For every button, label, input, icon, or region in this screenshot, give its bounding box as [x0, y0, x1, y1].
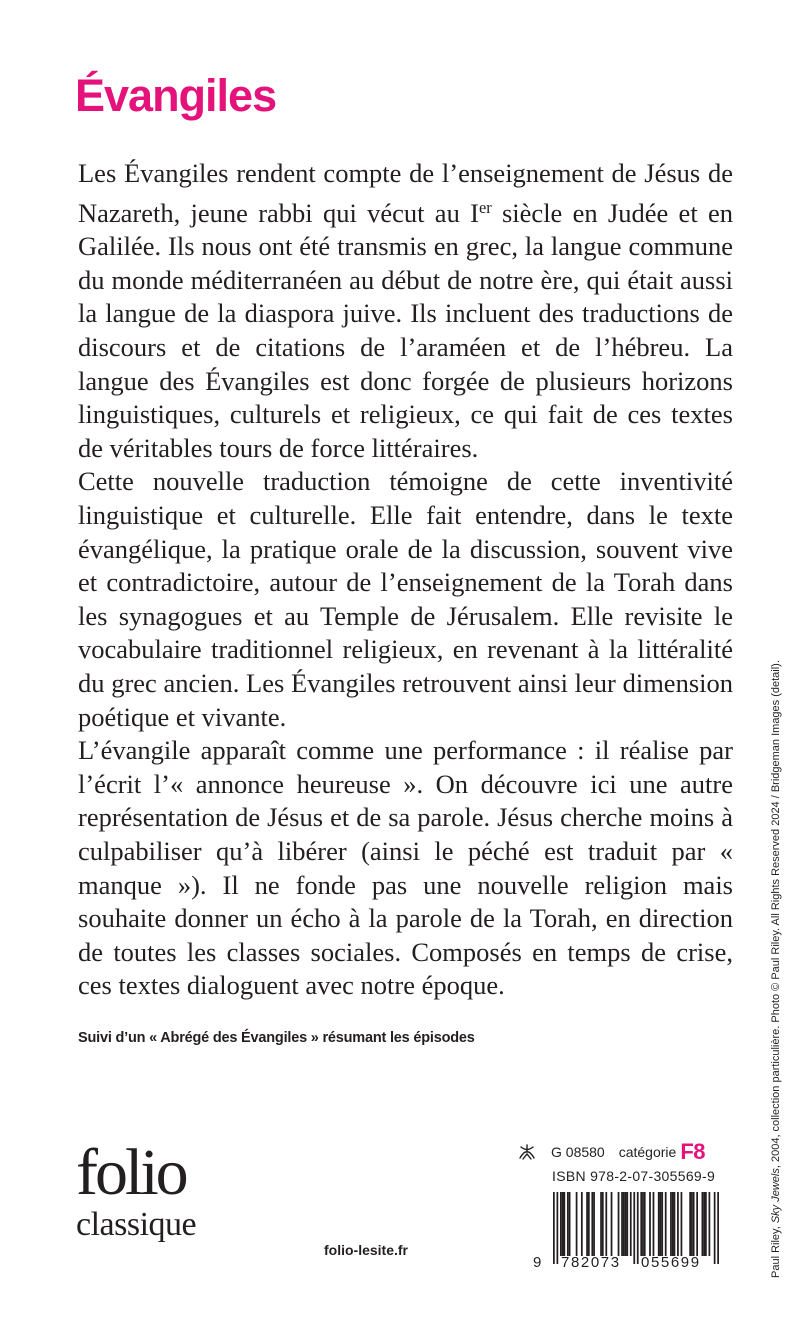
barcode-bar: [640, 1192, 642, 1256]
barcode-bar: [709, 1192, 711, 1256]
century-superscript: er: [478, 197, 492, 217]
barcode-bar: [576, 1192, 578, 1256]
barcode-bar: [653, 1192, 655, 1256]
logo-folio: folio: [76, 1136, 186, 1209]
barcode-bar: [644, 1192, 646, 1256]
barcode-bar: [553, 1192, 555, 1264]
ean-barcode: [517, 1192, 722, 1280]
barcode-bar: [689, 1192, 691, 1256]
barcode-bar: [691, 1192, 693, 1256]
barcode-bar: [591, 1192, 593, 1256]
barcode-bar: [665, 1192, 667, 1256]
photo-credit: Paul Riley, Sky Jewels, 2004, collection particulière. Photo © Paul Riley. All Rights Reserved 2024 / Bridgeman Images (detail).: [770, 660, 782, 1278]
barcode-bar: [661, 1192, 663, 1256]
barcode-bar: [630, 1192, 632, 1256]
barcode-digit-first: 9: [533, 1254, 542, 1271]
barcode-bar: [649, 1192, 651, 1256]
barcode-digits-right: 055699: [641, 1254, 701, 1271]
blurb-paragraph-1: Les Évangiles rendent compte de l’enseignement de Jésus de Nazareth, jeune rabbi qui vécut au Ier siècle en Judée et en Galilée. Ils nous ont été transmis en grec, la langue commune du monde méditerranéen au début de notre ère, qui était aussi la langue de la diaspora juive. Ils incluent des traductions de discours et de citations de l’araméen et de l’hébreu. La langue des Évangiles est donc forgée de plusieurs horizons linguistiques, culturels et religieux, ce qui fait de ces textes de véritables tours de force littéraires.: [78, 158, 733, 463]
barcode-bar: [633, 1192, 635, 1264]
barcode-bar: [660, 1192, 662, 1256]
century-numeral: I: [470, 197, 479, 228]
barcode-bar: [714, 1192, 716, 1264]
barcode-bar: [626, 1192, 628, 1256]
barcode-bar: [623, 1192, 625, 1256]
folio-classique-logo: [76, 1136, 197, 1244]
barcode-bar: [593, 1192, 595, 1256]
barcode-bar: [637, 1192, 639, 1264]
barcode-bar: [581, 1192, 583, 1256]
blurb-paragraph-2: Cette nouvelle traduction témoigne de cette inventivité linguistique et culturelle. Elle fait entendre, dans le texte évangélique, la pratique orale de la discussion, souvent vive et contradictoire, autour de l’enseignement de la Torah dans les synagogues et au Temple de Jérusalem. Elle revisite le vocabulaire traditionnel religieux, en revenant à la littéralité du grec ancien. Les Évangiles retrouvent ainsi leur dimension poétique et vivante.: [78, 466, 733, 732]
barcode-bar: [586, 1192, 588, 1256]
barcode-bar: [602, 1192, 604, 1256]
barcode-bar: [618, 1192, 620, 1256]
category-label: catégorie: [618, 1144, 677, 1160]
product-codes: [517, 1138, 722, 1184]
book-title: Évangiles: [75, 70, 277, 121]
barcode-bar: [556, 1192, 558, 1264]
artwork-title: Sky Jewels: [770, 1168, 782, 1224]
barcode-bar: [672, 1192, 674, 1256]
sequel-note: Suivi d’un « Abrégé des Évangiles » résumant les épisodes: [78, 1030, 475, 1046]
blurb-paragraph-3: L’évangile apparaît comme une performance : il réalise par l’écrit l’« annonce heureuse ». On découvre ici une autre représentation de Jésus et de sa parole. Jésus cherche moins à culpabiliser qu’à libérer (ainsi le péché est traduit par « manque »). Il ne fonde pas une nouvelle religion mais souhaite donner un écho à la parole de la Torah, en direction de toutes les classes sociales. Composés en temps de crise, ces textes dialoguent avec notre époque.: [78, 735, 733, 1001]
barcode-digits-left: 782073: [561, 1254, 621, 1271]
barcode-bar: [642, 1192, 644, 1256]
barcode-bar: [674, 1192, 676, 1256]
barcode-bar: [717, 1192, 719, 1264]
category-code: F8: [680, 1139, 705, 1164]
website: folio-lesite.fr: [324, 1242, 409, 1258]
barcode-bar: [625, 1192, 627, 1256]
barcode-bar: [703, 1192, 705, 1256]
barcode-bar: [611, 1192, 613, 1256]
gallimard-mark-icon: [517, 1143, 537, 1161]
barcode-bar: [588, 1192, 590, 1256]
barcode-bar: [658, 1192, 660, 1256]
barcode-bar: [567, 1192, 569, 1256]
barcode-bar: [670, 1192, 672, 1256]
barcode-bar: [560, 1192, 562, 1256]
barcode-bar: [696, 1192, 698, 1256]
barcode-bar: [562, 1192, 564, 1256]
barcode-bar: [677, 1192, 679, 1256]
isbn: ISBN 978-2-07-305569-9: [552, 1168, 716, 1184]
barcode-bar: [569, 1192, 571, 1256]
reference-code: G 08580: [551, 1144, 605, 1160]
barcode-bar: [563, 1192, 565, 1256]
barcode-bar: [681, 1192, 683, 1256]
logo-classique: classique: [76, 1206, 197, 1243]
blurb: [78, 157, 733, 1003]
barcode-bar: [702, 1192, 704, 1256]
barcode-bar: [605, 1192, 607, 1256]
barcode-bar: [693, 1192, 695, 1256]
barcode-bar: [621, 1192, 623, 1256]
barcode-bar: [600, 1192, 602, 1256]
barcode-bar: [705, 1192, 707, 1256]
